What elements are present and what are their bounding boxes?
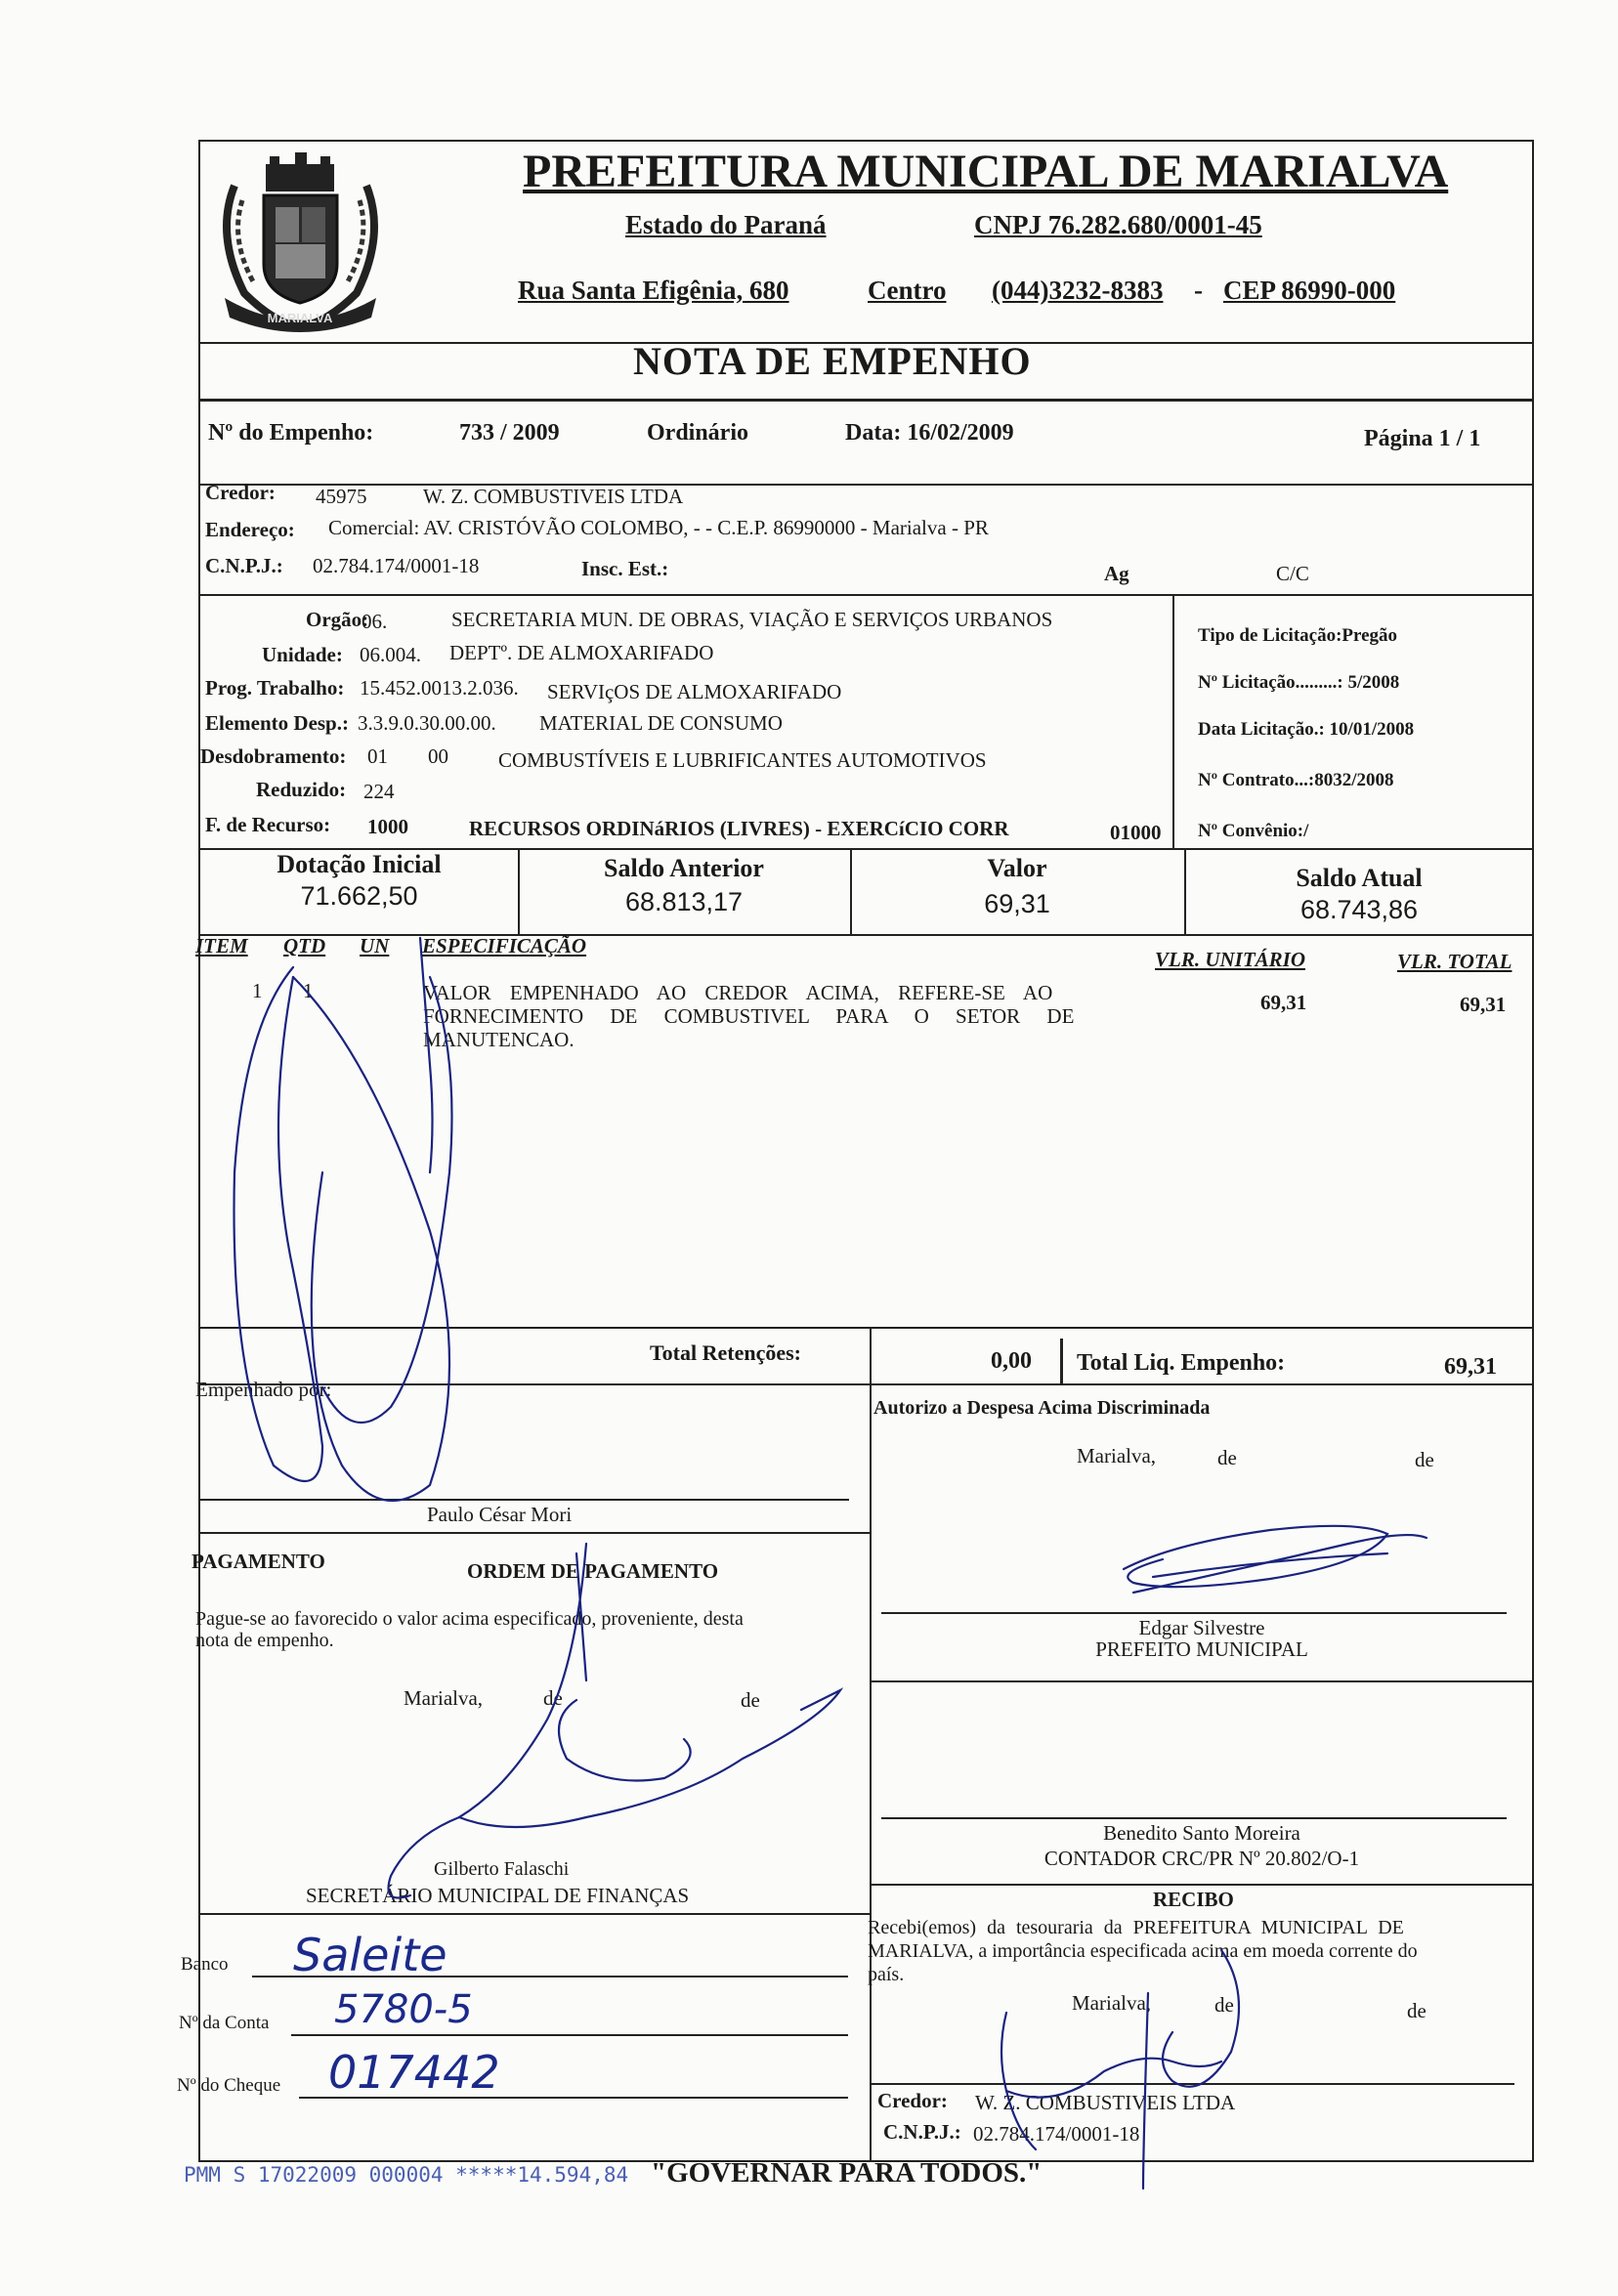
empenho-date: Data: 16/02/2009: [845, 420, 1014, 446]
address-label: Endereço:: [205, 518, 295, 541]
recibo-title: RECIBO: [1153, 1888, 1234, 1911]
creditor-label: Credor:: [205, 481, 276, 504]
reduzido-code: 224: [363, 780, 395, 803]
items-header-item: ITEM: [195, 934, 248, 957]
saldo-atual-label: Saldo Atual: [1296, 864, 1423, 892]
item-number: 1: [252, 979, 263, 1002]
item-total-value: 69,31: [1460, 993, 1507, 1016]
empenhado-por-label: Empenhado por:: [195, 1378, 332, 1401]
elem-name: MATERIAL DE CONSUMO: [539, 711, 783, 735]
recibo-line1: Recebi(emos) da tesouraria da PREFEITURA MUNICIPAL DE: [868, 1917, 1404, 1938]
prog-code: 15.452.0013.2.036.: [360, 676, 519, 700]
empenhado-por-name: Paulo César Mori: [427, 1503, 573, 1526]
retencoes-value: 0,00: [991, 1348, 1032, 1374]
pagamento-text-line2: nota de empenho.: [195, 1630, 334, 1651]
crest-text: MARIALVA: [267, 311, 333, 325]
pagamento-de-2: de: [741, 1688, 760, 1712]
items-header-un: UN: [360, 934, 390, 957]
items-header-qtd: QTD: [283, 934, 326, 957]
prefeito-title: PREFEITO MUNICIPAL: [1095, 1637, 1308, 1661]
creditor-code: 45975: [316, 485, 367, 508]
empenho-number-label: Nº do Empenho:: [208, 420, 374, 446]
item-qty: 1: [303, 979, 314, 1002]
dotacao-label: Dotação Inicial: [277, 850, 442, 878]
contador-title: CONTADOR CRC/PR Nº 20.802/O-1: [1043, 1847, 1360, 1870]
pagamento-de-1: de: [543, 1686, 563, 1710]
licitacao-numero: Nº Licitação.........: 5/2008: [1198, 672, 1400, 693]
recurso-code: 1000: [367, 815, 408, 838]
total-liq-label: Total Liq. Empenho:: [1077, 1350, 1286, 1376]
items-header-total: VLR. TOTAL: [1397, 950, 1512, 973]
recibo-cnpj: 02.784.174/0001-18: [973, 2122, 1140, 2146]
conta-value[interactable]: 5780-5: [334, 1987, 473, 2032]
total-liq-value: 69,31: [1444, 1354, 1497, 1380]
licitacao-tipo: Tipo de Licitação:Pregão: [1198, 625, 1398, 646]
header-district: Centro: [868, 276, 947, 305]
header-state: Estado do Paraná: [625, 210, 827, 239]
desd-name: COMBUSTÍVEIS E LUBRIFICANTES AUTOMOTIVOS: [498, 748, 987, 772]
pagamento-title: PAGAMENTO: [192, 1550, 325, 1573]
saldo-anterior-value: 68.813,17: [624, 887, 744, 916]
creditor-cnpj: 02.784.174/0001-18: [313, 554, 480, 577]
empenho-number: 733 / 2009: [459, 420, 560, 446]
licitacao-contrato: Nº Contrato...:8032/2008: [1198, 770, 1394, 790]
prefeito-name: Edgar Silvestre: [1138, 1616, 1265, 1639]
insc-label: Insc. Est.:: [581, 557, 669, 580]
autorizo-city: Marialva,: [1077, 1444, 1157, 1467]
header-dash: -: [1194, 276, 1203, 305]
licitacao-convenio: Nº Convênio:/: [1198, 821, 1309, 841]
recibo-de-2: de: [1407, 1999, 1426, 2022]
recurso-label: F. de Recurso:: [205, 813, 331, 836]
cc-label: C/C: [1276, 562, 1309, 585]
recibo-credor-label: Credor:: [877, 2089, 948, 2112]
orgao-code: 06.: [362, 610, 388, 633]
item-unit-value: 69,31: [1260, 991, 1307, 1014]
recibo-city: Marialva,: [1072, 1991, 1152, 2015]
recibo-cnpj-label: C.N.P.J.:: [883, 2120, 961, 2144]
unidade-name: DEPTº. DE ALMOXARIFADO: [449, 641, 714, 664]
valor-value: 69,31: [984, 889, 1050, 918]
items-header-spec: ESPECIFICAÇÃO: [422, 934, 587, 957]
recibo-line2: MARIALVA, a importância especificada acima em moeda corrente do: [868, 1940, 1418, 1962]
valor-label: Valor: [987, 854, 1047, 882]
desd-label: Desdobramento:: [200, 744, 347, 768]
retencoes-label: Total Retenções:: [650, 1340, 801, 1365]
header-cnpj: CNPJ 76.282.680/0001-45: [974, 210, 1262, 239]
banco-value[interactable]: Saleite: [293, 1929, 447, 1981]
empenho-page: Página 1 / 1: [1364, 426, 1481, 451]
item-spec-line2: FORNECIMENTO DE COMBUSTIVEL PARA O SETOR DE: [423, 1004, 1075, 1028]
autorizo-de-1: de: [1217, 1446, 1237, 1469]
contador-name: Benedito Santo Moreira: [1103, 1821, 1300, 1845]
secretario-name: Gilberto Falaschi: [434, 1858, 570, 1880]
reduzido-label: Reduzido:: [256, 778, 347, 801]
recibo-credor: W. Z. COMBUSTIVEIS LTDA: [975, 2091, 1236, 2114]
autorizo-text: Autorizo a Despesa Acima Discriminada: [873, 1397, 1211, 1419]
saldo-anterior-label: Saldo Anterior: [604, 854, 764, 882]
pagamento-text-line1: Pague-se ao favorecido o valor acima especificado, proveniente, desta: [195, 1608, 744, 1630]
orgao-label: Orgão:: [306, 608, 369, 631]
item-spec-line1: VALOR EMPENHADO AO CREDOR ACIMA, REFERE-SE AO: [423, 981, 1053, 1004]
dotacao-value: 71.662,50: [300, 881, 418, 911]
elem-code: 3.3.9.0.30.00.00.: [358, 711, 496, 735]
pagamento-city: Marialva,: [404, 1686, 484, 1710]
saldo-atual-value: 68.743,86: [1299, 895, 1419, 924]
header-phone: (044)3232-8383: [992, 276, 1164, 305]
recurso-name: RECURSOS ORDINáRIOS (LIVRES) - EXERCíCIO CORR: [469, 817, 1009, 840]
secretario-title: SECRETÁRIO MUNICIPAL DE FINANÇAS: [306, 1884, 690, 1907]
elem-label: Elemento Desp.:: [205, 711, 349, 735]
creditor-cnpj-label: C.N.P.J.:: [205, 554, 283, 577]
conta-label: Nº da Conta: [179, 2013, 270, 2033]
orgao-name: SECRETARIA MUN. DE OBRAS, VIAÇÃO E SERVIÇOS URBANOS: [451, 608, 1053, 631]
creditor-name: W. Z. COMBUSTIVEIS LTDA: [423, 485, 684, 508]
ag-label: Ag: [1104, 562, 1129, 585]
creditor-address: Comercial: AV. CRISTÓVÃO COLOMBO, - - C.E.P. 86990000 - Marialva - PR: [328, 516, 989, 539]
banco-label: Banco: [181, 1954, 229, 1975]
recibo-line3: país.: [868, 1964, 905, 1985]
header-title: PREFEITURA MUNICIPAL DE MARIALVA: [523, 146, 1449, 197]
header-street: Rua Santa Efigênia, 680: [518, 276, 789, 305]
footer-stamp: PMM S 17022009 000004 *****14.594,84: [184, 2163, 629, 2187]
header-cep: CEP 86990-000: [1223, 276, 1396, 305]
item-spec-line3: MANUTENCAO.: [423, 1028, 575, 1051]
prog-name: SERVIçOS DE ALMOXARIFADO: [547, 680, 842, 703]
footer-slogan: "GOVERNAR PARA TODOS.": [651, 2157, 1043, 2189]
items-header-unit: VLR. UNITÁRIO: [1155, 948, 1306, 971]
ordem-pagamento-title: ORDEM DE PAGAMENTO: [467, 1559, 719, 1583]
autorizo-de-2: de: [1415, 1448, 1434, 1471]
licitacao-data: Data Licitação.: 10/01/2008: [1198, 719, 1415, 740]
document-title: NOTA DE EMPENHO: [633, 339, 1032, 383]
unidade-code: 06.004.: [360, 643, 421, 666]
recurso-number: 01000: [1110, 821, 1162, 844]
desd-sub: 00: [428, 744, 448, 768]
empenho-type: Ordinário: [647, 420, 749, 446]
desd-code: 01: [367, 744, 388, 768]
recibo-de-1: de: [1214, 1993, 1234, 2017]
cheque-value[interactable]: 017442: [328, 2046, 500, 2099]
unidade-label: Unidade:: [262, 643, 343, 666]
prog-label: Prog. Trabalho:: [205, 676, 345, 700]
cheque-label: Nº do Cheque: [177, 2075, 281, 2096]
